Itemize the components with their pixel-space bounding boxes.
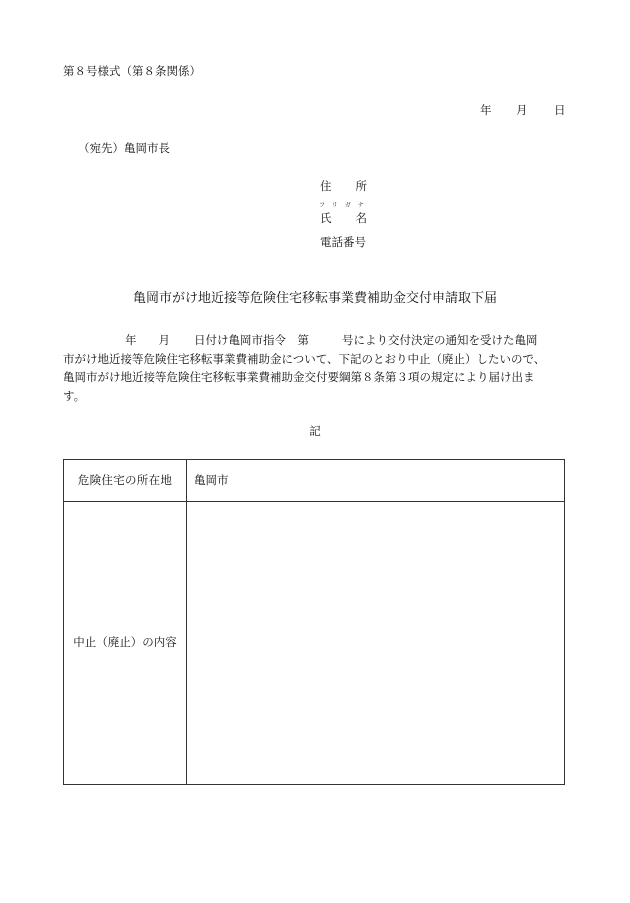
table-row-divider bbox=[64, 501, 564, 502]
ki-heading: 記 bbox=[309, 424, 321, 438]
body-line-1 bbox=[63, 331, 571, 350]
furigana-label: フリガナ bbox=[319, 202, 371, 209]
document-title: 亀岡市がけ地近接等危険住宅移転事業費補助金交付申請取下届 bbox=[132, 291, 497, 306]
name-label: 氏名 bbox=[320, 211, 391, 225]
location-label: 危険住宅の所在地 bbox=[77, 473, 173, 487]
date-year-label: 年 bbox=[480, 103, 492, 117]
body-month-label: 月 bbox=[158, 333, 170, 347]
detail-table bbox=[63, 459, 565, 785]
content-label: 中止（廃止）の内容 bbox=[73, 635, 177, 649]
form-number: 第８号様式（第８条関係） bbox=[63, 64, 201, 78]
addressee: （宛先）亀岡市長 bbox=[78, 141, 170, 155]
address-label: 住所 bbox=[320, 179, 391, 193]
body-paragraph bbox=[63, 331, 571, 405]
body-line-2: 市がけ地近接等危険住宅移転事業費補助金について、下記のとおり中止（廃止）したいので、 bbox=[63, 351, 546, 366]
date-day-label: 日 bbox=[554, 103, 566, 117]
body-line-3: 亀岡市がけ地近接等危険住宅移転事業費補助金交付要綱第８条第３項の規定により届け出ま bbox=[63, 370, 535, 384]
table-column-divider bbox=[186, 460, 187, 784]
phone-label: 電話番号 bbox=[320, 235, 366, 249]
body-line-1-b: 号により交付決定の通知を受けた亀岡 bbox=[342, 333, 538, 347]
location-value[interactable]: 亀岡市 bbox=[194, 473, 229, 487]
body-year-label: 年 bbox=[125, 333, 137, 347]
body-line-4: す。 bbox=[63, 388, 86, 403]
date-month-label: 月 bbox=[516, 103, 528, 117]
body-line-1-a: 日付け亀岡市指令 第 bbox=[194, 333, 309, 347]
